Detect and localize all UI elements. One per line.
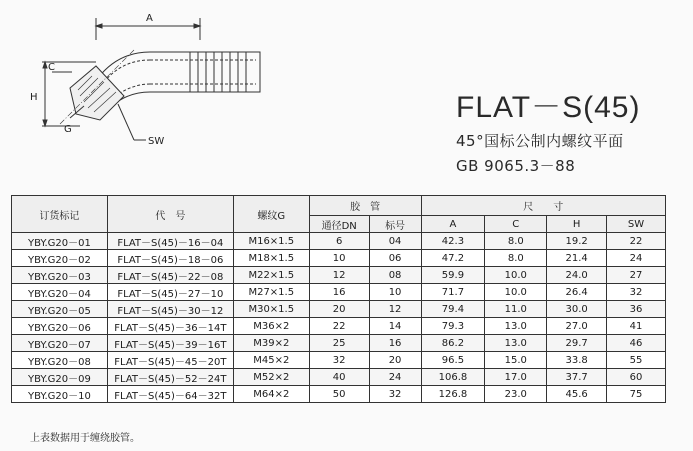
title-block bbox=[456, 92, 640, 176]
cell-h: 45.6 bbox=[547, 386, 607, 403]
cell-c: 10.0 bbox=[485, 267, 547, 284]
cell-mark: 32 bbox=[369, 386, 421, 403]
cell-order: YBY.G20－09 bbox=[12, 369, 108, 386]
cell-dn: 12 bbox=[309, 267, 369, 284]
cell-sw: 22 bbox=[607, 233, 666, 250]
cell-h: 26.4 bbox=[547, 284, 607, 301]
cell-a: 42.3 bbox=[421, 233, 485, 250]
cell-mark: 24 bbox=[369, 369, 421, 386]
dim-sw-leader bbox=[118, 104, 134, 140]
table-row bbox=[12, 369, 666, 386]
cell-order: YBY.G20－06 bbox=[12, 318, 108, 335]
cell-h: 21.4 bbox=[547, 250, 607, 267]
cell-mark: 04 bbox=[369, 233, 421, 250]
cell-code: FLAT－S(45)－27－10 bbox=[107, 284, 233, 301]
cell-mark: 16 bbox=[369, 335, 421, 352]
spec-table bbox=[11, 195, 666, 403]
cell-a: 126.8 bbox=[421, 386, 485, 403]
cell-thread: M39×2 bbox=[233, 335, 309, 352]
cell-c: 13.0 bbox=[485, 318, 547, 335]
cell-h: 29.7 bbox=[547, 335, 607, 352]
header-order-no: 订货标记 bbox=[12, 196, 108, 233]
cell-c: 13.0 bbox=[485, 335, 547, 352]
cell-mark: 14 bbox=[369, 318, 421, 335]
header-c: C bbox=[485, 216, 547, 233]
cell-a: 59.9 bbox=[421, 267, 485, 284]
cell-order: YBY.G20－03 bbox=[12, 267, 108, 284]
fitting-tail-bore bbox=[150, 60, 256, 84]
cell-code: FLAT－S(45)－64－32T bbox=[107, 386, 233, 403]
dim-a-arrow-left bbox=[96, 24, 102, 28]
cell-h: 30.0 bbox=[547, 301, 607, 318]
cell-a: 71.7 bbox=[421, 284, 485, 301]
cell-sw: 32 bbox=[607, 284, 666, 301]
cell-code: FLAT－S(45)－30－12 bbox=[107, 301, 233, 318]
cell-dn: 20 bbox=[309, 301, 369, 318]
cell-thread: M45×2 bbox=[233, 352, 309, 369]
cell-order: YBY.G20－10 bbox=[12, 386, 108, 403]
cell-dn: 16 bbox=[309, 284, 369, 301]
cell-mark: 12 bbox=[369, 301, 421, 318]
header-code: 代 号 bbox=[107, 196, 233, 233]
cell-c: 8.0 bbox=[485, 250, 547, 267]
cell-code: FLAT－S(45)－22－08 bbox=[107, 267, 233, 284]
cell-h: 27.0 bbox=[547, 318, 607, 335]
product-title: FLAT－S(45) bbox=[456, 91, 641, 124]
cell-code: FLAT－S(45)－16－04 bbox=[107, 233, 233, 250]
dim-sw-label: SW bbox=[148, 136, 165, 147]
cell-a: 47.2 bbox=[421, 250, 485, 267]
dim-c-label: C bbox=[48, 62, 55, 73]
header-a: A bbox=[421, 216, 485, 233]
dim-h-arrow-bottom bbox=[43, 120, 47, 126]
cell-h: 24.0 bbox=[547, 267, 607, 284]
fitting-tail-outline bbox=[150, 52, 260, 92]
cell-mark: 20 bbox=[369, 352, 421, 369]
cell-c: 23.0 bbox=[485, 386, 547, 403]
cell-code: FLAT－S(45)－52－24T bbox=[107, 369, 233, 386]
cell-dn: 10 bbox=[309, 250, 369, 267]
cell-sw: 60 bbox=[607, 369, 666, 386]
table-row bbox=[12, 250, 666, 267]
cell-order: YBY.G20－04 bbox=[12, 284, 108, 301]
cell-h: 33.8 bbox=[547, 352, 607, 369]
table-row bbox=[12, 318, 666, 335]
header-sw: SW bbox=[607, 216, 666, 233]
dim-h-label: H bbox=[30, 92, 38, 103]
tail-serrations bbox=[190, 52, 246, 92]
dim-g-label: G bbox=[64, 124, 72, 135]
cell-order: YBY.G20－02 bbox=[12, 250, 108, 267]
cell-a: 86.2 bbox=[421, 335, 485, 352]
header-h: H bbox=[547, 216, 607, 233]
cell-sw: 36 bbox=[607, 301, 666, 318]
cell-thread: M30×1.5 bbox=[233, 301, 309, 318]
cell-thread: M27×1.5 bbox=[233, 284, 309, 301]
cell-sw: 41 bbox=[607, 318, 666, 335]
cell-dn: 40 bbox=[309, 369, 369, 386]
product-standard: GB 9065.3－88 bbox=[456, 157, 576, 175]
cell-code: FLAT－S(45)－45－20T bbox=[107, 352, 233, 369]
cell-c: 8.0 bbox=[485, 233, 547, 250]
dim-h-arrow-top bbox=[43, 62, 47, 68]
cell-thread: M22×1.5 bbox=[233, 267, 309, 284]
cell-c: 17.0 bbox=[485, 369, 547, 386]
table-row bbox=[12, 301, 666, 318]
table-row bbox=[12, 386, 666, 403]
cell-h: 37.7 bbox=[547, 369, 607, 386]
fitting-drawing bbox=[0, 0, 300, 190]
cell-a: 79.3 bbox=[421, 318, 485, 335]
cell-sw: 46 bbox=[607, 335, 666, 352]
cell-mark: 06 bbox=[369, 250, 421, 267]
cell-a: 96.5 bbox=[421, 352, 485, 369]
cell-thread: M36×2 bbox=[233, 318, 309, 335]
cell-order: YBY.G20－08 bbox=[12, 352, 108, 369]
cell-dn: 32 bbox=[309, 352, 369, 369]
cell-h: 19.2 bbox=[547, 233, 607, 250]
cell-thread: M18×1.5 bbox=[233, 250, 309, 267]
cell-thread: M16×1.5 bbox=[233, 233, 309, 250]
cell-a: 106.8 bbox=[421, 369, 485, 386]
cell-c: 10.0 bbox=[485, 284, 547, 301]
header-dn: 通径DN bbox=[309, 216, 369, 233]
cell-sw: 24 bbox=[607, 250, 666, 267]
cell-order: YBY.G20－07 bbox=[12, 335, 108, 352]
cell-dn: 6 bbox=[309, 233, 369, 250]
cell-dn: 22 bbox=[309, 318, 369, 335]
header-group-dims: 尺 寸 bbox=[421, 196, 666, 216]
cell-mark: 08 bbox=[369, 267, 421, 284]
cell-code: FLAT－S(45)－36－14T bbox=[107, 318, 233, 335]
dim-a-label: A bbox=[146, 13, 153, 24]
table-row bbox=[12, 267, 666, 284]
cell-code: FLAT－S(45)－18－06 bbox=[107, 250, 233, 267]
table-row bbox=[12, 352, 666, 369]
cell-c: 15.0 bbox=[485, 352, 547, 369]
cell-mark: 10 bbox=[369, 284, 421, 301]
cell-c: 11.0 bbox=[485, 301, 547, 318]
table-row bbox=[12, 284, 666, 301]
header-group-hose: 胶 管 bbox=[309, 196, 421, 216]
cell-sw: 55 bbox=[607, 352, 666, 369]
cell-order: YBY.G20－05 bbox=[12, 301, 108, 318]
table-row bbox=[12, 233, 666, 250]
table-row bbox=[12, 335, 666, 352]
dim-a-arrow-right bbox=[194, 24, 200, 28]
header-mark: 标号 bbox=[369, 216, 421, 233]
product-subtitle: 45°国标公制内螺纹平面 bbox=[456, 132, 624, 150]
cell-dn: 50 bbox=[309, 386, 369, 403]
table-footnote: 上表数据用于缠绕胶管。 bbox=[30, 433, 140, 444]
cell-thread: M52×2 bbox=[233, 369, 309, 386]
cell-order: YBY.G20－01 bbox=[12, 233, 108, 250]
cell-sw: 27 bbox=[607, 267, 666, 284]
cell-dn: 25 bbox=[309, 335, 369, 352]
cell-sw: 75 bbox=[607, 386, 666, 403]
header-thread: 螺纹G bbox=[233, 196, 309, 233]
cell-a: 79.4 bbox=[421, 301, 485, 318]
cell-thread: M64×2 bbox=[233, 386, 309, 403]
fitting-nut bbox=[70, 66, 124, 120]
cell-code: FLAT－S(45)－39－16T bbox=[107, 335, 233, 352]
